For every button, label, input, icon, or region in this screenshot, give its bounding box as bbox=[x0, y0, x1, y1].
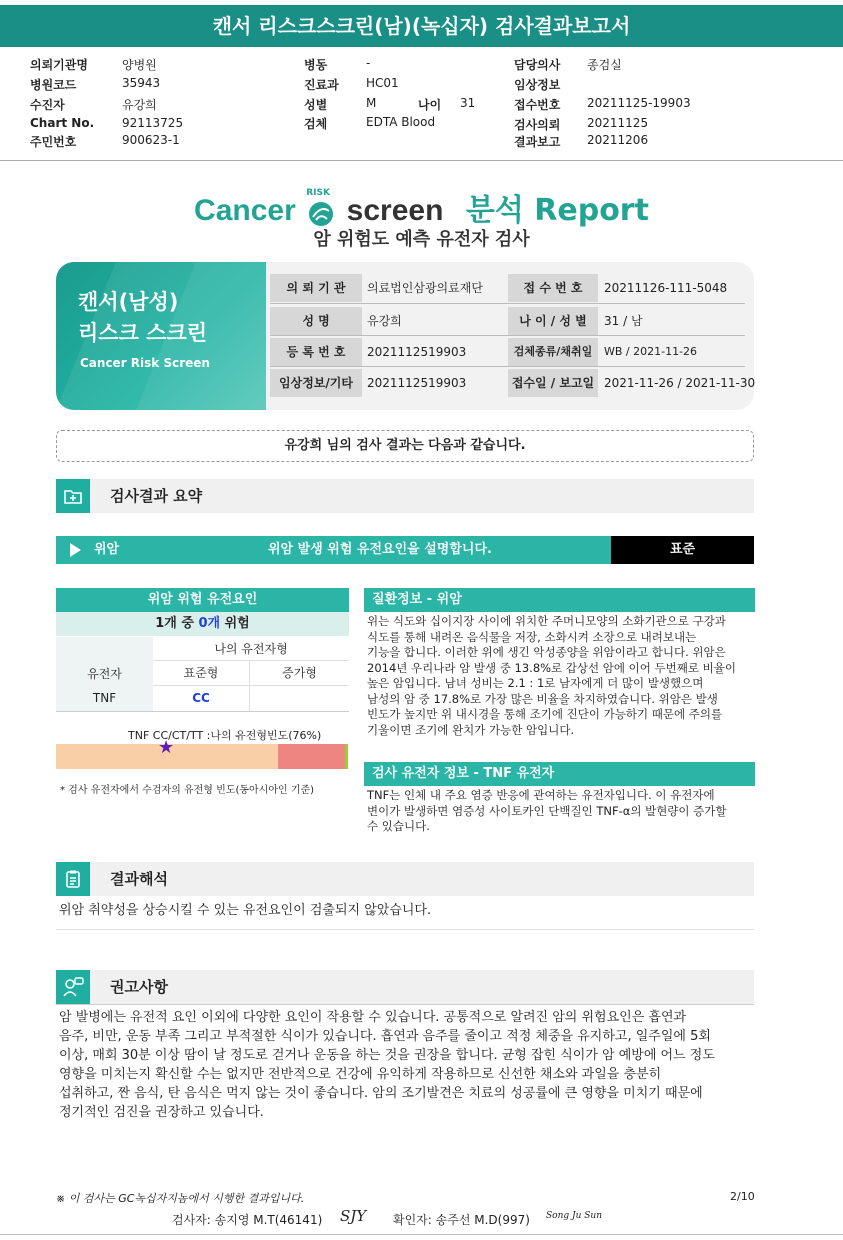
label-hospital-code: 병원코드 bbox=[30, 78, 77, 92]
label-receipt-number: 접 수 번 호 bbox=[508, 274, 598, 302]
label-department: 진료과 bbox=[304, 78, 339, 92]
recommendation-line: 암 발병에는 유전적 요인 이외에 다양한 요인이 작용할 수 있습니다. 공통적으로 알려진 암의 위험요인은 흡연과 bbox=[59, 1010, 687, 1025]
folder-plus-icon bbox=[56, 479, 90, 513]
gene-name-cell: TNF bbox=[56, 686, 153, 711]
recommendation-line: 영향을 미치는지 확신할 수는 없지만 전반적으로 건강에 유익하게 작용하므로 신선한 채소와 과일을 충분히 bbox=[59, 1067, 662, 1082]
label-clinical-info: 임상정보 bbox=[514, 78, 561, 92]
frequency-bar-end bbox=[345, 744, 348, 769]
value-specimen-date: WB / 2021-11-26 bbox=[604, 345, 698, 358]
label-institution: 의뢰기관명 bbox=[30, 58, 88, 72]
confirmer-signature: Song Ju Sun bbox=[546, 1211, 603, 1221]
star-marker-icon: ★ bbox=[158, 737, 175, 758]
summary-title: 검사결과 요약 bbox=[110, 487, 203, 505]
value-request-date: 20211125 bbox=[587, 116, 649, 130]
recommendation-line: 정기적인 검진을 권장하고 있습니다. bbox=[59, 1105, 264, 1120]
risk-count-prefix: 1개 중 bbox=[155, 616, 194, 631]
risk-count-row bbox=[56, 612, 349, 636]
page-number: 2/10 bbox=[730, 1190, 755, 1203]
label-patient: 수진자 bbox=[30, 98, 65, 112]
value-age: 31 bbox=[460, 96, 476, 110]
header-divider bbox=[0, 160, 843, 161]
label-requesting-org: 의 뢰 기 관 bbox=[270, 274, 362, 302]
disease-line: 남성의 암 중 17.8%로 가장 많은 비율을 차지하였습니다. 위암은 발생 bbox=[367, 691, 718, 706]
recommendation-section-header bbox=[56, 970, 754, 1004]
label-name: 성 명 bbox=[270, 307, 362, 335]
interpretation-title: 결과해석 bbox=[110, 870, 168, 888]
label-ward: 병동 bbox=[304, 58, 328, 72]
label-chart-no: Chart No. bbox=[30, 116, 95, 130]
label-request-date: 검사의뢰 bbox=[514, 118, 561, 132]
gastric-cancer-bar bbox=[56, 536, 611, 564]
footer-note: ※ 이 검사는 GC녹십자지놈에서 시행한 결과입니다. bbox=[56, 1192, 305, 1205]
label-sex: 성별 bbox=[304, 98, 328, 112]
table-bottom-line bbox=[56, 711, 349, 712]
gastric-bar-label: 위암 bbox=[94, 542, 120, 557]
gene-info-line: 변이가 발생하면 염증성 사이토카인 단백질인 TNF-α의 발현량이 증가할 bbox=[367, 803, 727, 818]
logo-cancer: Cancer bbox=[194, 194, 296, 227]
value-registration-no: 2021112519903 bbox=[367, 345, 467, 359]
frequency-footnote: * 검사 유전자에서 수검자의 유전형 빈도(동아시아인 기준) bbox=[60, 785, 315, 796]
row-divider bbox=[270, 366, 745, 367]
disease-info-text bbox=[367, 614, 757, 738]
row-divider bbox=[270, 303, 745, 304]
value-sex: M bbox=[366, 96, 377, 110]
label-specimen-date: 검체종류/채취일 bbox=[508, 338, 598, 366]
play-icon bbox=[70, 543, 81, 557]
label-age-sex: 나 이 / 성 별 bbox=[508, 307, 598, 335]
gene-info-line: 수 있습니다. bbox=[367, 819, 430, 833]
interpretation-text: 위암 취약성을 상승시킬 수 있는 유전요인이 검출되지 않았습니다. bbox=[59, 903, 432, 918]
disease-line: 식도를 통해 내려온 음식물을 저장, 소화시켜 소장으로 내려보내는 bbox=[367, 629, 697, 644]
label-age: 나이 bbox=[418, 98, 442, 112]
value-patient: 유강희 bbox=[122, 98, 157, 112]
value-report-date: 20211206 bbox=[587, 133, 649, 147]
interpretation-divider bbox=[56, 929, 754, 930]
gene-info-header: 검사 유전자 정보 - TNF 유전자 bbox=[364, 762, 755, 786]
label-registration-no: 등 록 번 호 bbox=[270, 338, 362, 366]
disease-line: 기울이면 조기에 완치가 가능한 암입니다. bbox=[367, 722, 575, 737]
card-title-panel bbox=[56, 262, 266, 410]
logo-report: 분석 Report bbox=[465, 193, 649, 228]
label-resident-no: 주민번호 bbox=[30, 135, 77, 149]
value-chart-no: 92113725 bbox=[122, 116, 184, 130]
logo-screen: screen bbox=[346, 194, 444, 227]
risk-count-suffix: 위험 bbox=[224, 616, 250, 631]
label-specimen: 검체 bbox=[304, 117, 328, 131]
value-requesting-org: 의료법인삼광의료재단 bbox=[367, 281, 483, 295]
label-receipt-no: 접수번호 bbox=[514, 98, 561, 112]
gastric-bar-description: 위암 발생 위험 유전요인을 설명합니다. bbox=[268, 542, 492, 557]
logo-emblem bbox=[306, 187, 336, 226]
card-subtitle: Cancer Risk Screen bbox=[80, 356, 210, 370]
value-specimen: EDTA Blood bbox=[366, 115, 436, 129]
risk-count-value: 0개 bbox=[198, 616, 221, 631]
recommendation-line: 음주, 비만, 운동 부족 그리고 부적절한 식이가 있습니다. 흡연과 음주를 줄이고 적정 체중을 유지하고, 일주일에 5회 bbox=[59, 1029, 711, 1044]
value-receipt-report-date: 2021-11-26 / 2021-11-30 bbox=[604, 376, 756, 390]
result-intro-box: 유강희 님의 검사 결과는 다음과 같습니다. bbox=[56, 430, 754, 462]
tester-info: 검사자: 송지영 M.T(46141) bbox=[172, 1213, 323, 1227]
card-title-line1: 캔서(남성) bbox=[78, 290, 179, 314]
disease-line: 기능을 합니다. 이러한 위에 생긴 악성종양을 위암이라고 합니다. 위암은 bbox=[367, 645, 726, 659]
recommendation-text bbox=[59, 1008, 759, 1122]
card-title-line2: 리스크 스크린 bbox=[78, 321, 208, 345]
logo-circle-icon bbox=[308, 201, 334, 227]
recommendation-title: 권고사항 bbox=[110, 978, 168, 996]
value-age-sex: 31 / 남 bbox=[604, 314, 643, 328]
doctor-consult-icon bbox=[56, 970, 90, 1004]
disease-line: 빈도가 높지만 위 내시경을 통해 조기에 진단이 가능하기 때문에 주의를 bbox=[367, 707, 723, 721]
label-clinical-other: 임상정보/기타 bbox=[270, 369, 362, 397]
label-report-date: 결과보고 bbox=[514, 135, 561, 149]
recommendation-line: 이상, 매회 30분 이상 땀이 날 정도로 걷거나 운동을 하는 것을 권장을 합니다. 균형 잡힌 식이가 암 예방에 어느 정도 bbox=[59, 1048, 715, 1063]
clipboard-icon bbox=[56, 862, 90, 896]
tester-signature: SJY bbox=[340, 1207, 367, 1225]
report-title: 캔서 리스크스크린(남)(녹십자) 검사결과보고서 bbox=[0, 5, 843, 47]
value-clinical-other: 2021112519903 bbox=[367, 376, 467, 390]
disease-info-header: 질환정보 - 위암 bbox=[364, 588, 755, 612]
gene-info-line: TNF는 인체 내 주요 염증 반응에 관여하는 유전자입니다. 이 유전자에 bbox=[367, 788, 715, 802]
value-department: HC01 bbox=[366, 76, 399, 90]
increase-type-header: 증가형 bbox=[250, 661, 349, 686]
value-resident-no: 900623-1 bbox=[122, 133, 180, 147]
value-hospital-code: 35943 bbox=[122, 76, 161, 90]
standard-type-header: 표준형 bbox=[153, 661, 250, 686]
genotype-frequency-label: TNF CC/CT/TT :나의 유전형빈도(76%) bbox=[128, 729, 322, 742]
value-receipt-number: 20211126-111-5048 bbox=[604, 281, 728, 295]
value-institution: 양병원 bbox=[122, 58, 157, 72]
label-doctor: 담당의사 bbox=[514, 58, 561, 72]
genotype-increase-cell bbox=[250, 686, 349, 711]
interpretation-section-header bbox=[56, 862, 754, 896]
confirmer-info: 확인자: 송주선 M.D(997) bbox=[393, 1213, 530, 1227]
disease-line: 2014년 우리나라 암 발생 중 13.8%로 갑상선 암에 이어 두번째로 비율이 bbox=[367, 660, 736, 675]
disease-line: 높은 암입니다. 남녀 성비는 2.1 : 1로 남자에게 더 많이 발생했으며 bbox=[367, 676, 704, 690]
genotype-header: 나의 유전자형 bbox=[153, 637, 349, 661]
label-receipt-report-date: 접수일 / 보고일 bbox=[508, 369, 598, 397]
value-receipt-no: 20211125-19903 bbox=[587, 96, 691, 110]
recommendation-divider bbox=[56, 1004, 754, 1005]
genotype-standard-cell: CC bbox=[153, 686, 250, 711]
value-doctor: 종검실 bbox=[587, 58, 622, 72]
disease-line: 위는 식도와 십이지장 사이에 위치한 주머니모양의 소화기관으로 구강과 bbox=[367, 614, 726, 628]
gene-info-text bbox=[367, 788, 757, 835]
value-name: 유강희 bbox=[367, 314, 402, 328]
cancer-screen-logo bbox=[0, 185, 843, 229]
logo-risk-text: RISK bbox=[306, 187, 330, 198]
gene-col-header: 유전자 bbox=[56, 637, 153, 711]
frequency-bar bbox=[56, 744, 348, 769]
row-divider bbox=[270, 335, 745, 336]
status-badge: 표준 bbox=[611, 536, 754, 564]
recommendation-line: 섭취하고, 짠 음식, 탄 음식은 먹지 않는 것이 좋습니다. 암의 조기발견은 치료의 성공률에 큰 영향을 미치기 때문에 bbox=[59, 1086, 703, 1101]
risk-table-title: 위암 위험 유전요인 bbox=[56, 588, 349, 612]
page-subtitle: 암 위험도 예측 유전자 검사 bbox=[313, 229, 530, 250]
value-ward: - bbox=[366, 56, 371, 70]
footer-line bbox=[0, 1234, 843, 1235]
summary-section-header bbox=[56, 479, 754, 513]
